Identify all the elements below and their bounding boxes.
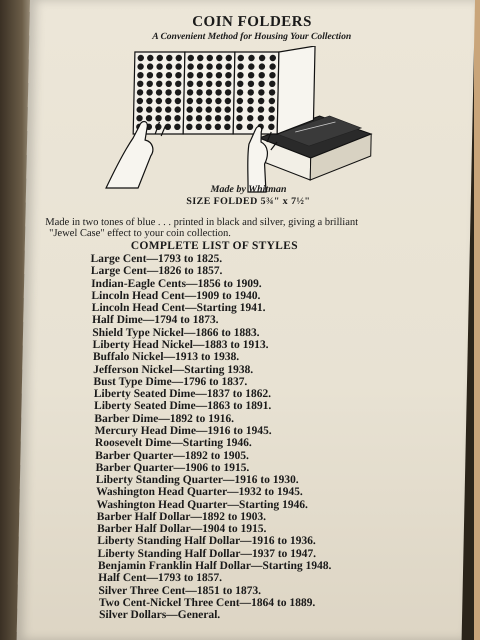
list-item: Washington Head Quarter—1932 to 1945.: [95, 486, 303, 499]
maker-caption: Made by Whitman: [210, 184, 287, 195]
page-title: COIN FOLDERS: [191, 14, 313, 30]
list-item: Benjamin Franklin Half Dollar—Starting 1948.: [97, 560, 332, 573]
open-folder-icon: [133, 46, 315, 134]
list-item: Liberty Standing Half Dollar—1916 to 1936.: [97, 535, 316, 548]
list-item: Large Cent—1826 to 1857.: [90, 265, 223, 278]
description-line: Made in two tones of blue . . . printed in black and silver, giving a brilliant: [45, 217, 359, 228]
list-item: Barber Quarter—1892 to 1905.: [95, 449, 250, 462]
list-item: Roosevelt Dime—Starting 1946.: [94, 437, 252, 450]
list-item: Washington Head Quarter—Starting 1946.: [96, 498, 309, 511]
description: [45, 217, 445, 239]
list-item: Jefferson Nickel—Starting 1938.: [93, 363, 254, 376]
list-item: Half Dime—1794 to 1873.: [91, 314, 219, 327]
list-item: Indian-Eagle Cents—1856 to 1909.: [91, 277, 262, 290]
list-item: Lincoln Head Cent—1909 to 1940.: [91, 289, 261, 302]
list-item: Large Cent—1793 to 1825.: [90, 253, 223, 265]
list-item: Silver Dollars—General.: [98, 609, 221, 622]
book-cover-edge: [474, 0, 480, 640]
list-item: Liberty Seated Dime—1837 to 1862.: [93, 388, 272, 401]
list-item: Liberty Seated Dime—1863 to 1891.: [93, 400, 272, 413]
list-item: Liberty Head Nickel—1883 to 1913.: [92, 338, 269, 351]
list-item: Two Cent-Nickel Three Cent—1864 to 1889.: [98, 596, 316, 609]
list-item: Lincoln Head Cent—Starting 1941.: [91, 302, 266, 315]
page-subtitle: A Convenient Method for Housing Your Collection: [152, 32, 352, 42]
list-item: Buffalo Nickel—1913 to 1938.: [92, 351, 240, 364]
list-item: Mercury Head Dime—1916 to 1945.: [94, 424, 272, 437]
list-item: Liberty Standing Half Dollar—1937 to 1947.: [97, 547, 317, 560]
coin-folder-illustration: [98, 46, 381, 194]
styles-list: [83, 253, 338, 621]
list-item: Shield Type Nickel—1866 to 1883.: [92, 326, 260, 339]
book-page: [17, 0, 475, 640]
list-item: Bust Type Dime—1796 to 1837.: [93, 375, 248, 388]
size-caption: SIZE FOLDED 5¾" x 7½": [186, 196, 311, 207]
list-item: Half Cent—1793 to 1857.: [98, 572, 223, 585]
list-item: Liberty Standing Quarter—1916 to 1930.: [95, 474, 299, 487]
list-item: Barber Half Dollar—1904 to 1915.: [96, 523, 267, 536]
list-item: Barber Dime—1892 to 1916.: [94, 412, 235, 425]
list-item: Barber Quarter—1906 to 1915.: [95, 461, 250, 474]
list-item: Barber Half Dollar—1892 to 1903.: [96, 510, 267, 523]
styles-list-heading: COMPLETE LIST OF STYLES: [130, 240, 298, 252]
description-line: "Jewel Case" effect to your coin collection.: [48, 228, 232, 239]
page-content: [17, 0, 475, 640]
list-item: Silver Three Cent—1851 to 1873.: [98, 584, 262, 597]
